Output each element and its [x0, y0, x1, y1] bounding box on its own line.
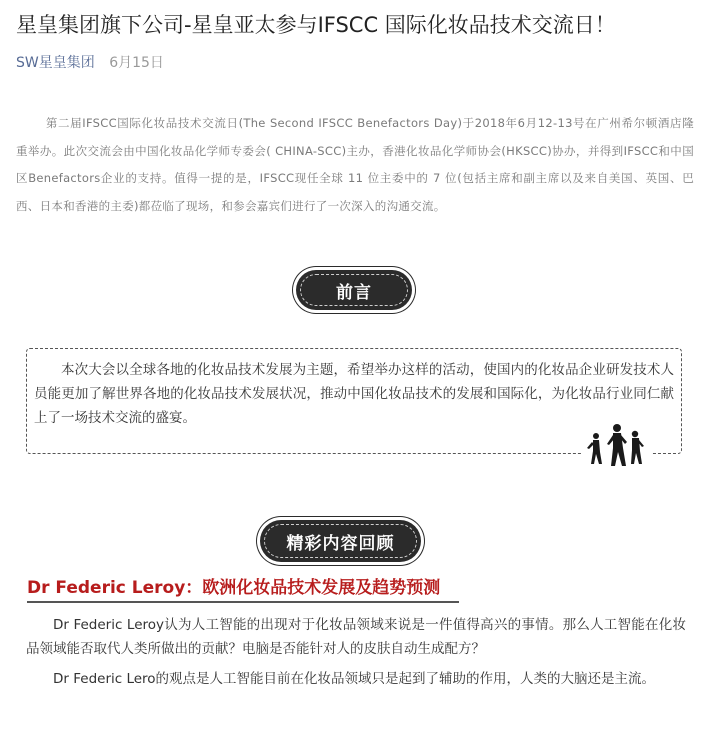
article-title: 星皇集团旗下公司-星皇亚太参与IFSCC 国际化妆品技术交流日！	[16, 13, 616, 37]
account-name-link[interactable]: SW星皇集团	[16, 55, 95, 71]
article-meta	[16, 53, 164, 73]
runners-silhouette-icon	[582, 420, 652, 478]
highlights-label-badge	[260, 520, 421, 562]
publish-date: 6月15日	[109, 55, 164, 71]
preface-text: 本次大会以全球各地的化妆品技术发展为主题，希望举办这样的活动，使国内的化妆品企业研发技术人员能更加了解世界各地的化妆品技术发展状况，推动中国化妆品技术的发展和国际化，为化妆品行业同仁献上了一场技术交流的盛宴。	[34, 362, 674, 426]
preface-label: 前言	[300, 274, 408, 306]
intro-paragraph: 第二届IFSCC国际化妆品技术交流日(The Second IFSCC Benefactors Day)于2018年6月12-13号在广州希尔顿酒店隆重举办。此次交流会由中国化妆品化学师专委会( CHINA-SCC)主办，香港化妆品化学师协会(HKSCC)协办，并得到IFSCC和中国区Benefactors企业的支持。值得一提的是，IFSCC现任全球 11 位主委中的 7 位(包括主席和副主席以及来自美国、英国、巴西、日本和香港的主委)都莅临了现场，和参会嘉宾们进行了一次深入的沟通交流。	[16, 116, 694, 213]
heading-underline	[27, 601, 459, 603]
highlights-label: 精彩内容回顾	[264, 524, 417, 558]
body-paragraph-1: Dr Federic Leroy认为人工智能的出现对于化妆品领域来说是一件值得高兴的事情。那么人工智能在化妆品领域能否取代人类所做出的贡献？电脑是否能针对人的皮肤自动生成配方？	[26, 617, 686, 657]
preface-label-badge	[296, 270, 412, 310]
body-paragraph-2: Dr Federic Lero的观点是人工智能目前在化妆品领域只是起到了辅助的作用，人类的大脑还是主流。	[53, 671, 656, 687]
section-heading: Dr Federic Leroy：欧洲化妆品技术发展及趋势预测	[27, 578, 441, 598]
